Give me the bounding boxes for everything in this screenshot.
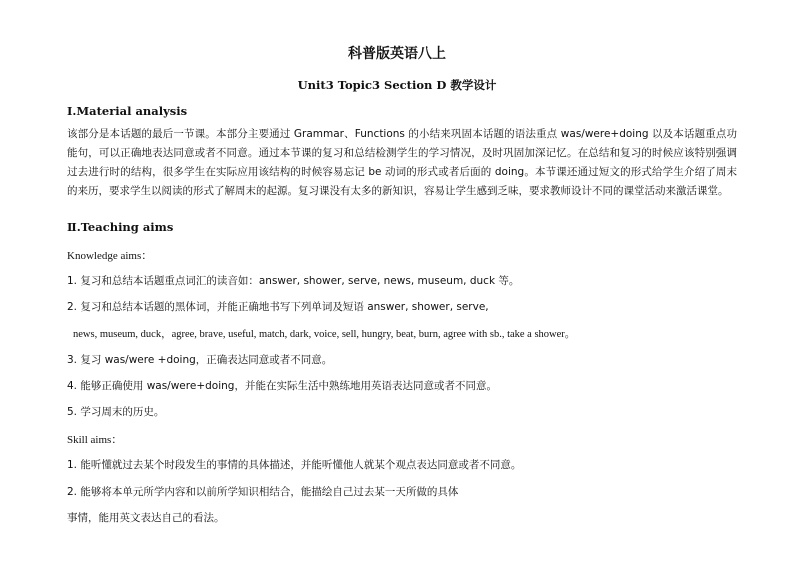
knowledge-aim-1: 1. 复习和总结本话题重点词汇的读音如：answer, shower, serve, news, museum, duck 等。 [67, 275, 520, 287]
skill-aims-label: Skill aims： [67, 434, 123, 446]
document-title: 科普版英语八上 [348, 46, 446, 62]
knowledge-aim-5: 5. 学习周末的历史。 [67, 406, 165, 418]
knowledge-aim-3: 3. 复习 was/were +doing，正确表达同意或者不同意。 [67, 354, 333, 366]
knowledge-aim-4: 4. 能够正确使用 was/were+doing，并能在实际生活中熟练地用英语表达同意或者不同意。 [67, 380, 497, 392]
document-subtitle: Unit3 Topic3 Section D 教学设计 [297, 78, 497, 92]
skill-aim-2: 2. 能够将本单元所学内容和以前所学知识相结合，能描绘自己过去某一天所做的具体 [67, 486, 459, 498]
knowledge-aims-label: Knowledge aims： [67, 250, 153, 262]
section-heading-aims: Ⅱ.Teaching aims [67, 220, 174, 234]
knowledge-aim-2: 2. 复习和总结本话题的黑体词，并能正确地书写下列单词及短语 answer, shower, serve, [67, 301, 489, 313]
material-paragraph: 该部分是本话题的最后一节课。本部分主要通过 Grammar、Functions 的小结来巩固本话题的语法重点 was/were+doing 以及本话题重点功能句，可以正确地表达同意或者不同意。通过本节课的复习和总结检测学生的学习情况，及时巩固加深记忆。在总结和复习的时候应该特别强调过去进行时的结构，很多学生在实际应用该结构的时候容易忘记 be 动词的形式或者后面的 doing。本节课还通过短文的形式给学生介绍了周末的来历，要求学生以阅读的形式了解周末的起源。复习课没有太多的新知识，容易让学生感到乏味，要求教师设计不同的课堂活动来激活课堂。 [67, 128, 737, 197]
skill-aim-1: 1. 能听懂就过去某个时段发生的事情的具体描述，并能听懂他人就某个观点表达同意或者不同意。 [67, 459, 522, 471]
knowledge-aim-2-continued: news, museum, duck，agree, brave, useful, match, dark, voice, sell, hungry, beat, burn, agree with sb., take a shower。 [73, 329, 576, 340]
skill-aim-2-continued: 事情，能用英文表达自己的看法。 [67, 512, 225, 524]
section-heading-material: Ⅰ.Material analysis [67, 104, 188, 118]
